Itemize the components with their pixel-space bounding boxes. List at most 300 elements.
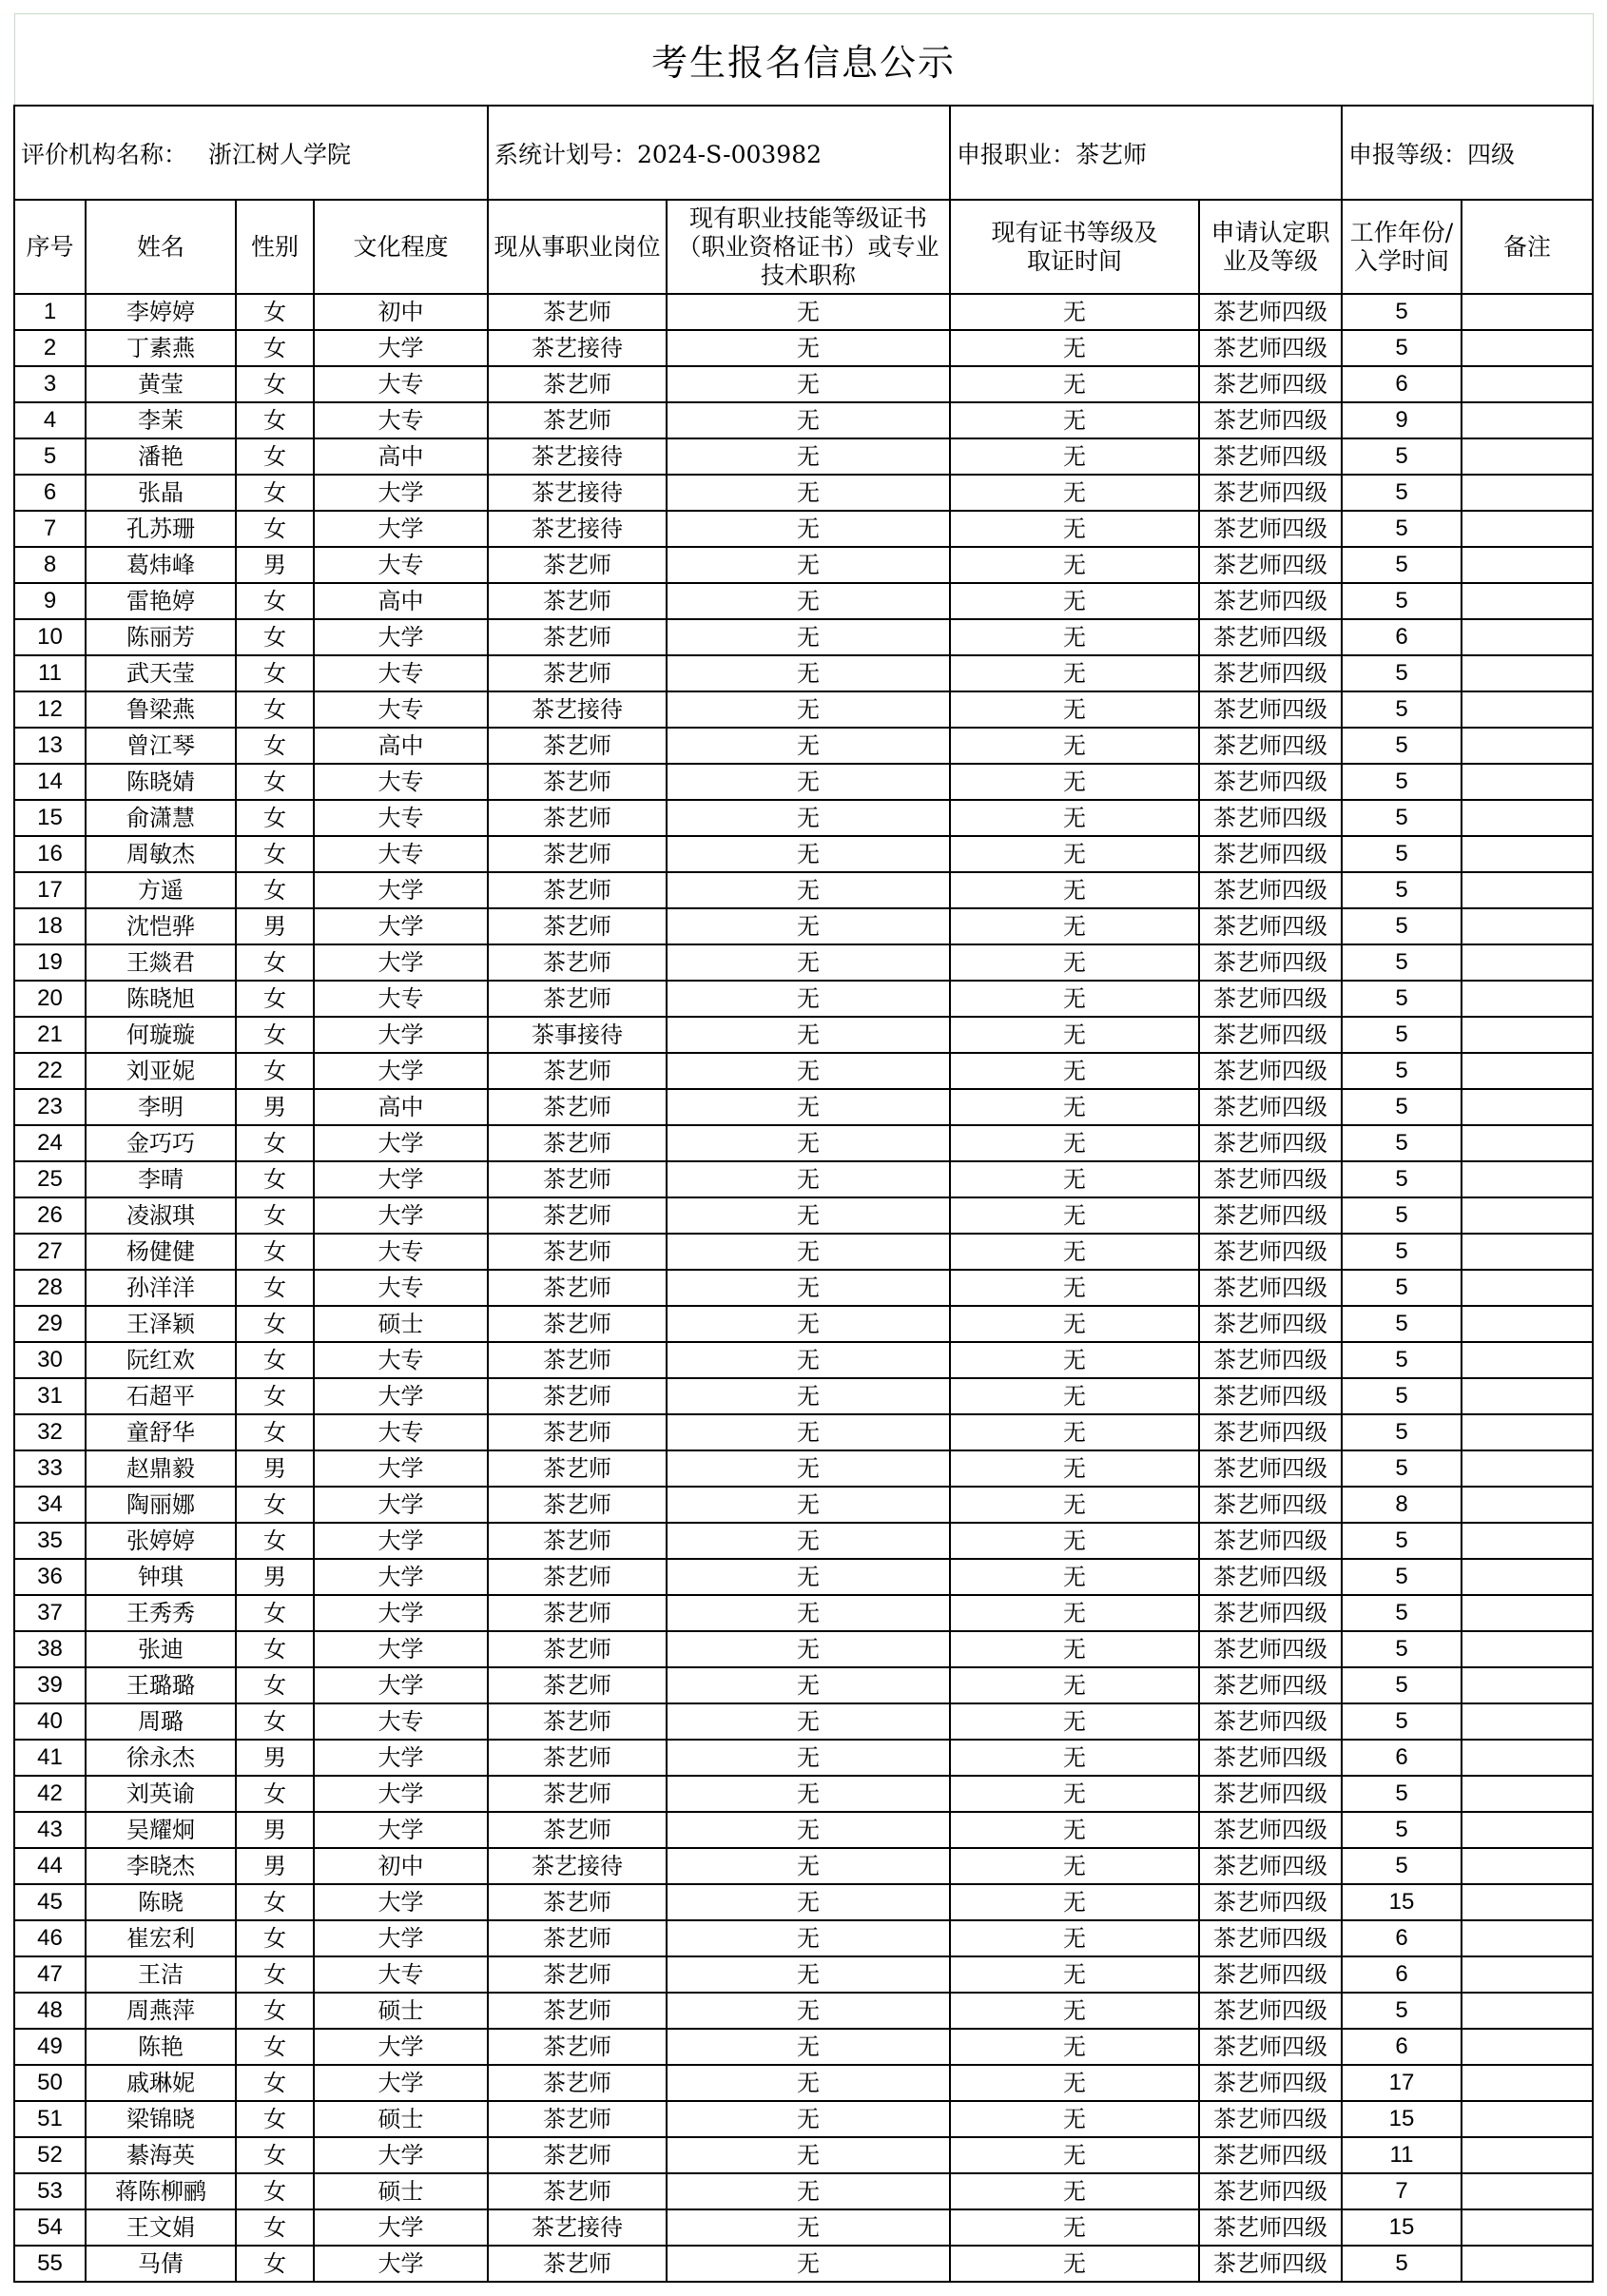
cell-name: 葛炜峰 — [86, 547, 236, 583]
cell-name: 马倩 — [86, 2246, 236, 2282]
cell-no: 5 — [14, 438, 86, 475]
cell-no: 7 — [14, 511, 86, 547]
cell-name: 阮红欢 — [86, 1342, 236, 1378]
cell-cert: 无 — [667, 1017, 950, 1053]
cell-cert-level: 无 — [950, 475, 1199, 511]
cell-remark — [1462, 1487, 1593, 1523]
table-row — [14, 1125, 1593, 1161]
cell-name: 沈恺骅 — [86, 908, 236, 944]
cell-name: 张晶 — [86, 475, 236, 511]
cell-name: 刘英谕 — [86, 1776, 236, 1812]
cell-position: 茶艺接待 — [488, 691, 667, 728]
cell-cert: 无 — [667, 1270, 950, 1306]
cell-education: 高中 — [314, 1089, 488, 1125]
cell-no: 34 — [14, 1487, 86, 1523]
cell-gender: 女 — [236, 1234, 314, 1270]
cell-years: 5 — [1342, 1378, 1462, 1414]
cell-gender: 女 — [236, 2065, 314, 2101]
cell-name: 王洁 — [86, 1956, 236, 1993]
table-row — [14, 475, 1593, 511]
cell-position: 茶艺师 — [488, 2137, 667, 2173]
cell-gender: 女 — [236, 2246, 314, 2282]
cell-no: 36 — [14, 1559, 86, 1595]
cell-name: 李茉 — [86, 402, 236, 438]
cell-name: 王秀秀 — [86, 1595, 236, 1631]
cell-years: 5 — [1342, 800, 1462, 836]
cell-cert-level: 无 — [950, 944, 1199, 981]
cell-no: 30 — [14, 1342, 86, 1378]
cell-position: 茶艺师 — [488, 583, 667, 619]
cell-apply: 茶艺师四级 — [1199, 1161, 1342, 1197]
cell-apply: 茶艺师四级 — [1199, 1703, 1342, 1740]
cell-cert-level: 无 — [950, 1703, 1199, 1740]
cell-education: 大学 — [314, 1920, 488, 1956]
cell-gender: 女 — [236, 2173, 314, 2209]
cell-remark — [1462, 836, 1593, 872]
cell-gender: 女 — [236, 1414, 314, 1450]
cell-remark — [1462, 547, 1593, 583]
cell-education: 大学 — [314, 2137, 488, 2173]
cell-remark — [1462, 1631, 1593, 1667]
cell-no: 38 — [14, 1631, 86, 1667]
cell-cert: 无 — [667, 330, 950, 366]
cell-remark — [1462, 1378, 1593, 1414]
cell-apply: 茶艺师四级 — [1199, 547, 1342, 583]
cell-education: 高中 — [314, 438, 488, 475]
cell-name: 吴耀炯 — [86, 1812, 236, 1848]
cell-cert: 无 — [667, 1812, 950, 1848]
cell-position: 茶艺接待 — [488, 438, 667, 475]
cell-apply: 茶艺师四级 — [1199, 330, 1342, 366]
cell-education: 大学 — [314, 1125, 488, 1161]
cell-cert-level: 无 — [950, 619, 1199, 655]
cell-remark — [1462, 944, 1593, 981]
cell-cert: 无 — [667, 1053, 950, 1089]
cell-education: 大专 — [314, 402, 488, 438]
cell-gender: 女 — [236, 1667, 314, 1703]
cell-name: 俞潇慧 — [86, 800, 236, 836]
cell-gender: 女 — [236, 2029, 314, 2065]
cell-position: 茶艺师 — [488, 1234, 667, 1270]
table-row — [14, 2101, 1593, 2137]
header-remark: 备注 — [1462, 200, 1593, 294]
cell-apply: 茶艺师四级 — [1199, 366, 1342, 402]
cell-gender: 男 — [236, 1450, 314, 1487]
cell-no: 35 — [14, 1523, 86, 1559]
cell-cert: 无 — [667, 438, 950, 475]
cell-years: 5 — [1342, 1703, 1462, 1740]
cell-cert: 无 — [667, 1197, 950, 1234]
cell-remark — [1462, 1740, 1593, 1776]
plan-info-cell — [488, 106, 950, 200]
cell-position: 茶艺师 — [488, 1667, 667, 1703]
cell-education: 大学 — [314, 872, 488, 908]
cell-no: 32 — [14, 1414, 86, 1450]
cell-name: 赵鼎毅 — [86, 1450, 236, 1487]
cell-cert: 无 — [667, 1703, 950, 1740]
cell-cert: 无 — [667, 1956, 950, 1993]
cell-cert: 无 — [667, 1161, 950, 1197]
cell-gender: 女 — [236, 1993, 314, 2029]
cell-cert: 无 — [667, 2173, 950, 2209]
cell-education: 大学 — [314, 1450, 488, 1487]
cell-education: 大专 — [314, 1956, 488, 1993]
cell-position: 茶艺接待 — [488, 2209, 667, 2246]
cell-education: 大专 — [314, 1703, 488, 1740]
cell-education: 大专 — [314, 547, 488, 583]
cell-remark — [1462, 2029, 1593, 2065]
cell-name: 丁素燕 — [86, 330, 236, 366]
cell-years: 5 — [1342, 981, 1462, 1017]
cell-position: 茶艺师 — [488, 1197, 667, 1234]
cell-cert: 无 — [667, 764, 950, 800]
cell-position: 茶艺师 — [488, 1487, 667, 1523]
table-row — [14, 438, 1593, 475]
cell-no: 11 — [14, 655, 86, 691]
cell-no: 50 — [14, 2065, 86, 2101]
cell-position: 茶艺师 — [488, 1161, 667, 1197]
cell-gender: 女 — [236, 981, 314, 1017]
cell-remark — [1462, 2065, 1593, 2101]
cell-gender: 女 — [236, 1306, 314, 1342]
cell-apply: 茶艺师四级 — [1199, 1776, 1342, 1812]
cell-remark — [1462, 1812, 1593, 1848]
cell-no: 19 — [14, 944, 86, 981]
cell-education: 大专 — [314, 655, 488, 691]
cell-apply: 茶艺师四级 — [1199, 1234, 1342, 1270]
cell-gender: 女 — [236, 402, 314, 438]
cell-cert-level: 无 — [950, 1378, 1199, 1414]
cell-cert-level: 无 — [950, 1523, 1199, 1559]
cell-cert: 无 — [667, 1993, 950, 2029]
cell-position: 茶艺师 — [488, 800, 667, 836]
cell-years: 15 — [1342, 1884, 1462, 1920]
table-row — [14, 1378, 1593, 1414]
table-row — [14, 402, 1593, 438]
cell-gender: 女 — [236, 1523, 314, 1559]
cell-no: 3 — [14, 366, 86, 402]
cell-name: 陈艳 — [86, 2029, 236, 2065]
table-row — [14, 655, 1593, 691]
cell-remark — [1462, 475, 1593, 511]
cell-cert-level: 无 — [950, 691, 1199, 728]
header-gender: 性别 — [236, 200, 314, 294]
cell-apply: 茶艺师四级 — [1199, 800, 1342, 836]
cell-apply: 茶艺师四级 — [1199, 1920, 1342, 1956]
cell-cert-level: 无 — [950, 1089, 1199, 1125]
plan-value: 2024-S-003982 — [637, 140, 823, 168]
cell-gender: 女 — [236, 1920, 314, 1956]
cell-apply: 茶艺师四级 — [1199, 511, 1342, 547]
cell-apply: 茶艺师四级 — [1199, 1848, 1342, 1884]
cell-education: 大学 — [314, 1595, 488, 1631]
cell-years: 5 — [1342, 691, 1462, 728]
cell-cert: 无 — [667, 1559, 950, 1595]
cell-remark — [1462, 800, 1593, 836]
cell-name: 崔宏利 — [86, 1920, 236, 1956]
cell-cert: 无 — [667, 1414, 950, 1450]
cell-years: 5 — [1342, 1631, 1462, 1667]
cell-years: 5 — [1342, 1414, 1462, 1450]
cell-gender: 女 — [236, 1956, 314, 1993]
cell-remark — [1462, 1920, 1593, 1956]
cell-gender: 女 — [236, 764, 314, 800]
table-row — [14, 1089, 1593, 1125]
cell-apply: 茶艺师四级 — [1199, 2101, 1342, 2137]
cell-gender: 女 — [236, 583, 314, 619]
cell-cert-level: 无 — [950, 1270, 1199, 1306]
table-row — [14, 511, 1593, 547]
cell-apply: 茶艺师四级 — [1199, 981, 1342, 1017]
cell-no: 10 — [14, 619, 86, 655]
cell-position: 茶艺师 — [488, 908, 667, 944]
table-row — [14, 1703, 1593, 1740]
cell-remark — [1462, 764, 1593, 800]
cell-apply: 茶艺师四级 — [1199, 1306, 1342, 1342]
cell-education: 硕士 — [314, 2173, 488, 2209]
cell-cert: 无 — [667, 475, 950, 511]
cell-no: 22 — [14, 1053, 86, 1089]
cell-position: 茶艺师 — [488, 1378, 667, 1414]
cell-no: 9 — [14, 583, 86, 619]
cell-position: 茶艺师 — [488, 2065, 667, 2101]
table-row — [14, 366, 1593, 402]
cell-no: 42 — [14, 1776, 86, 1812]
cell-years: 5 — [1342, 1848, 1462, 1884]
cell-position: 茶艺师 — [488, 1270, 667, 1306]
cell-education: 大学 — [314, 1523, 488, 1559]
cell-education: 高中 — [314, 583, 488, 619]
cell-no: 40 — [14, 1703, 86, 1740]
cell-cert: 无 — [667, 511, 950, 547]
table-row — [14, 1487, 1593, 1523]
cell-cert-level: 无 — [950, 1125, 1199, 1161]
cell-apply: 茶艺师四级 — [1199, 583, 1342, 619]
cell-apply: 茶艺师四级 — [1199, 1270, 1342, 1306]
cell-gender: 男 — [236, 1740, 314, 1776]
cell-education: 大专 — [314, 1270, 488, 1306]
table-row — [14, 1270, 1593, 1306]
table-row — [14, 330, 1593, 366]
cell-no: 49 — [14, 2029, 86, 2065]
cell-name: 潘艳 — [86, 438, 236, 475]
cell-position: 茶艺师 — [488, 547, 667, 583]
cell-position: 茶艺师 — [488, 872, 667, 908]
cell-remark — [1462, 1993, 1593, 2029]
cell-gender: 男 — [236, 908, 314, 944]
cell-cert: 无 — [667, 1487, 950, 1523]
cell-name: 雷艳婷 — [86, 583, 236, 619]
cell-position: 茶艺师 — [488, 1523, 667, 1559]
cell-gender: 女 — [236, 330, 314, 366]
cell-name: 黄莹 — [86, 366, 236, 402]
cell-education: 大学 — [314, 2209, 488, 2246]
cell-cert-level: 无 — [950, 1631, 1199, 1667]
header-years: 工作年份/入学时间 — [1342, 200, 1462, 294]
cell-apply: 茶艺师四级 — [1199, 944, 1342, 981]
cell-position: 茶艺接待 — [488, 330, 667, 366]
cell-apply: 茶艺师四级 — [1199, 1667, 1342, 1703]
cell-education: 硕士 — [314, 1306, 488, 1342]
cell-cert: 无 — [667, 1234, 950, 1270]
cell-cert: 无 — [667, 2209, 950, 2246]
cell-remark — [1462, 1848, 1593, 1884]
cell-education: 大专 — [314, 981, 488, 1017]
cell-cert: 无 — [667, 1523, 950, 1559]
table-row — [14, 1053, 1593, 1089]
cell-apply: 茶艺师四级 — [1199, 1956, 1342, 1993]
cell-no: 39 — [14, 1667, 86, 1703]
cell-position: 茶艺师 — [488, 836, 667, 872]
cell-cert-level: 无 — [950, 728, 1199, 764]
cell-name: 陈晓 — [86, 1884, 236, 1920]
cell-name: 张迪 — [86, 1631, 236, 1667]
table-row — [14, 2029, 1593, 2065]
header-position: 现从事职业岗位 — [488, 200, 667, 294]
cell-apply: 茶艺师四级 — [1199, 1089, 1342, 1125]
cell-position: 茶艺师 — [488, 1450, 667, 1487]
cell-position: 茶艺师 — [488, 2029, 667, 2065]
cell-cert-level: 无 — [950, 1920, 1199, 1956]
cell-gender: 女 — [236, 2101, 314, 2137]
cell-cert-level: 无 — [950, 330, 1199, 366]
cell-cert-level: 无 — [950, 2029, 1199, 2065]
cell-years: 5 — [1342, 1776, 1462, 1812]
cell-gender: 男 — [236, 1089, 314, 1125]
cell-position: 茶艺师 — [488, 1920, 667, 1956]
cell-apply: 茶艺师四级 — [1199, 1125, 1342, 1161]
cell-remark — [1462, 872, 1593, 908]
cell-gender: 男 — [236, 1559, 314, 1595]
cell-gender: 女 — [236, 294, 314, 330]
cell-cert-level: 无 — [950, 2246, 1199, 2282]
header-cert-level: 现有证书等级及取证时间 — [950, 200, 1199, 294]
cell-remark — [1462, 1234, 1593, 1270]
cell-name: 方遥 — [86, 872, 236, 908]
table-row — [14, 1956, 1593, 1993]
cell-cert: 无 — [667, 800, 950, 836]
org-value: 浙江树人学院 — [208, 140, 352, 168]
cell-education: 高中 — [314, 728, 488, 764]
cell-apply: 茶艺师四级 — [1199, 1523, 1342, 1559]
cell-years: 8 — [1342, 1487, 1462, 1523]
cell-cert-level: 无 — [950, 1848, 1199, 1884]
cell-name: 鲁梁燕 — [86, 691, 236, 728]
cell-name: 武天莹 — [86, 655, 236, 691]
table-row — [14, 2209, 1593, 2246]
cell-no: 43 — [14, 1812, 86, 1848]
cell-education: 大学 — [314, 2065, 488, 2101]
cell-years: 5 — [1342, 728, 1462, 764]
cell-no: 25 — [14, 1161, 86, 1197]
cell-gender: 女 — [236, 1703, 314, 1740]
cell-no: 47 — [14, 1956, 86, 1993]
cell-no: 16 — [14, 836, 86, 872]
cell-no: 8 — [14, 547, 86, 583]
cell-name: 戚琳妮 — [86, 2065, 236, 2101]
cell-position: 茶艺师 — [488, 1703, 667, 1740]
cell-position: 茶艺师 — [488, 294, 667, 330]
info-row — [14, 106, 1593, 200]
cell-cert: 无 — [667, 294, 950, 330]
cell-remark — [1462, 1197, 1593, 1234]
cell-cert: 无 — [667, 1920, 950, 1956]
registration-table — [13, 13, 1594, 2283]
cell-years: 6 — [1342, 1740, 1462, 1776]
cell-education: 初中 — [314, 1848, 488, 1884]
cell-cert-level: 无 — [950, 1740, 1199, 1776]
cell-name: 綦海英 — [86, 2137, 236, 2173]
cell-position: 茶艺师 — [488, 2246, 667, 2282]
cell-apply: 茶艺师四级 — [1199, 1342, 1342, 1378]
cell-years: 11 — [1342, 2137, 1462, 2173]
table-row — [14, 1414, 1593, 1450]
cell-position: 茶艺接待 — [488, 1848, 667, 1884]
cell-remark — [1462, 1595, 1593, 1631]
cell-cert: 无 — [667, 1342, 950, 1378]
cell-remark — [1462, 1053, 1593, 1089]
cell-name: 张婷婷 — [86, 1523, 236, 1559]
cell-education: 硕士 — [314, 1993, 488, 2029]
cell-cert-level: 无 — [950, 1956, 1199, 1993]
cell-cert: 无 — [667, 981, 950, 1017]
cell-remark — [1462, 2209, 1593, 2246]
cell-cert-level: 无 — [950, 655, 1199, 691]
cell-education: 大学 — [314, 1812, 488, 1848]
cell-apply: 茶艺师四级 — [1199, 1378, 1342, 1414]
cell-remark — [1462, 294, 1593, 330]
cell-education: 大学 — [314, 1884, 488, 1920]
cell-no: 12 — [14, 691, 86, 728]
table-row — [14, 1848, 1593, 1884]
cell-no: 13 — [14, 728, 86, 764]
cell-gender: 女 — [236, 1595, 314, 1631]
cell-cert: 无 — [667, 1450, 950, 1487]
cell-cert-level: 无 — [950, 836, 1199, 872]
cell-remark — [1462, 1342, 1593, 1378]
table-row — [14, 1812, 1593, 1848]
cell-education: 大学 — [314, 2029, 488, 2065]
table-row — [14, 1234, 1593, 1270]
cell-no: 17 — [14, 872, 86, 908]
cell-gender: 女 — [236, 1342, 314, 1378]
cell-education: 大学 — [314, 475, 488, 511]
cell-gender: 女 — [236, 944, 314, 981]
cell-cert: 无 — [667, 1306, 950, 1342]
cell-cert-level: 无 — [950, 981, 1199, 1017]
cell-education: 硕士 — [314, 2101, 488, 2137]
cell-position: 茶艺师 — [488, 1342, 667, 1378]
cell-cert: 无 — [667, 944, 950, 981]
cell-position: 茶艺师 — [488, 1884, 667, 1920]
cell-years: 5 — [1342, 1595, 1462, 1631]
cell-years: 5 — [1342, 1089, 1462, 1125]
cell-gender: 男 — [236, 547, 314, 583]
cell-years: 5 — [1342, 1812, 1462, 1848]
cell-cert-level: 无 — [950, 1993, 1199, 2029]
cell-remark — [1462, 1414, 1593, 1450]
cell-position: 茶艺师 — [488, 764, 667, 800]
cell-education: 大专 — [314, 836, 488, 872]
cell-education: 大学 — [314, 1197, 488, 1234]
table-row — [14, 800, 1593, 836]
table-row — [14, 1523, 1593, 1559]
cell-education: 大学 — [314, 1559, 488, 1595]
cell-gender: 女 — [236, 872, 314, 908]
cell-remark — [1462, 1450, 1593, 1487]
cell-apply: 茶艺师四级 — [1199, 1414, 1342, 1450]
cell-name: 石超平 — [86, 1378, 236, 1414]
